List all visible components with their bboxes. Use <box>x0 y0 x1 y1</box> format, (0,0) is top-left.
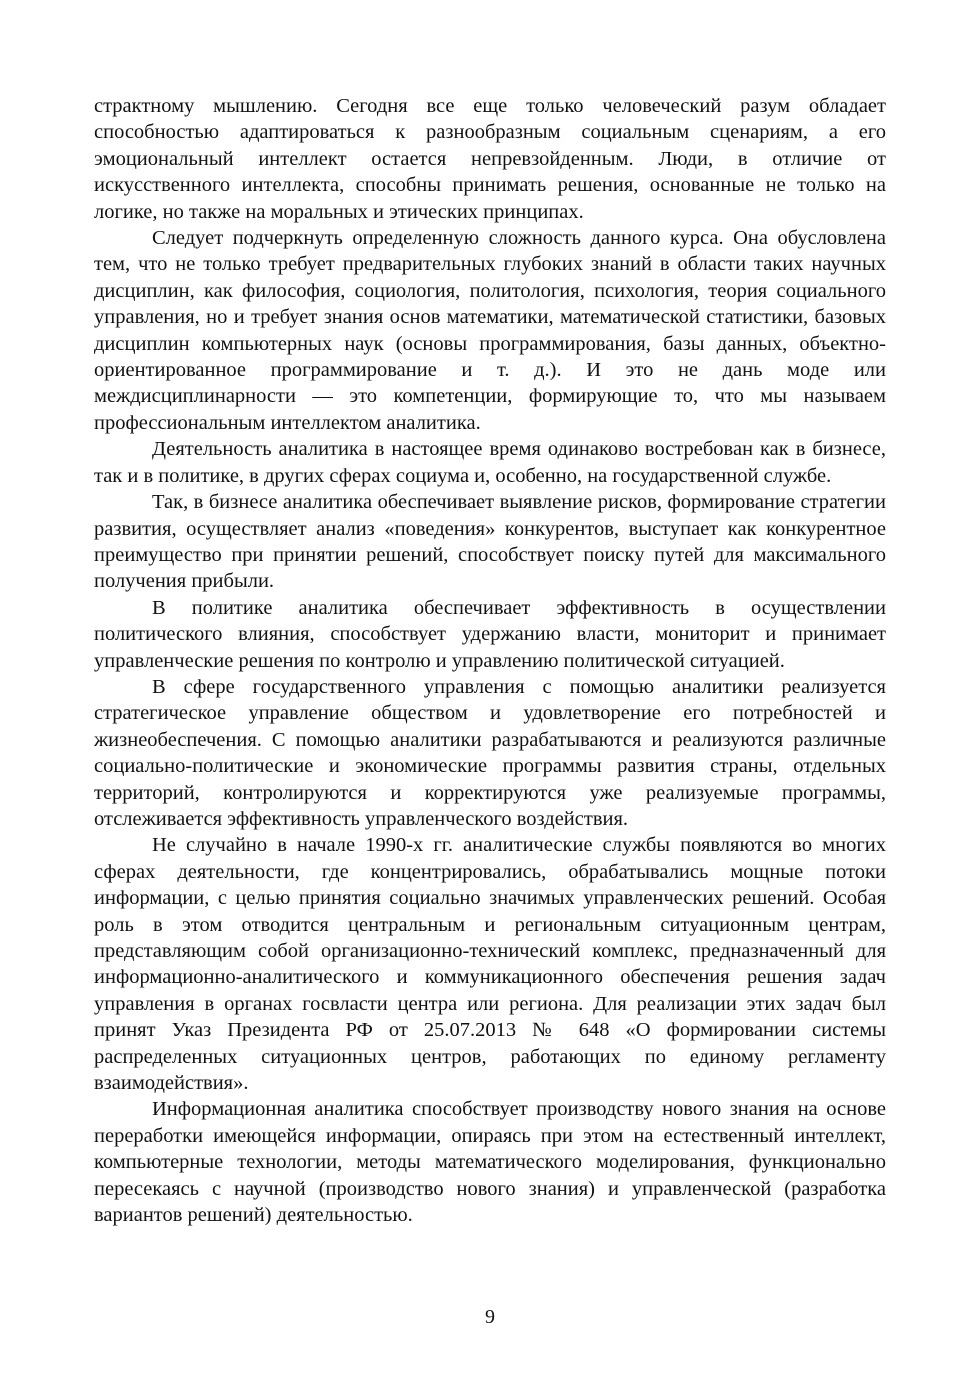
page-number: 9 <box>485 1306 495 1328</box>
paragraph-7: Не случайно в начале 1990-х гг. аналитические службы появляются во многих сферах деятельности, где концентрировались, обрабатывались мощные потоки информации, с целью принятия социально значимых управленческих решений. Особая роль в этом отводится центральным и региональным ситуационным центрам, представляющим собой организационно-технический комплекс, предназначенный для информационно-аналитического и коммуникационного обеспечения решения задач управления в органах госвласти центра или региона. Для реализации этих задач был принят Указ Президента РФ от 25.07.2013 № 648 «О формировании системы распределенных ситуационных центров, работающих по единому регламенту взаимодействия». <box>94 834 886 1095</box>
paragraph-1: страктному мышлению. Сегодня все еще только человеческий разум обладает способностью адаптироваться к разнообразным социальным сценариям, а его эмоциональный интеллект остается непревзойденным. Люди, в отличие от искусственного интеллекта, способны принимать решения, основанные не только на логике, но также на моральных и этических принципах. <box>94 95 886 223</box>
paragraph-2: Следует подчеркнуть определенную сложность данного курса. Она обусловлена тем, что не только требует предварительных глубоких знаний в области таких научных дисциплин, как философия, социология, политология, психология, теория социального управления, но и требует знания основ математики, математической статистики, базовых дисциплин компьютерных наук (основы программирования, базы данных, объектно-ориентированное программирование и т. д.). И это не дань моде или междисциплинарности — это компетенции, формирующие то, что мы называем профессиональным интеллектом аналитика. <box>94 227 886 434</box>
paragraph-6: В сфере государственного управления с помощью аналитики реализуется стратегическое управление обществом и удовлетворение его потребностей и жизнеобеспечения. С помощью аналитики разрабатываются и реализуются различные социально-политические и экономические программы развития страны, отдельных территорий, контролируются и корректируются уже реализуемые программы, отслеживается эффективность управленческого воздействия. <box>94 675 886 830</box>
document-body <box>94 93 886 1228</box>
paragraph-3: Деятельность аналитика в настоящее время одинаково востребован как в бизнесе, так и в политике, в других сферах социума и, особенно, на государственной службе. <box>94 438 886 487</box>
paragraph-8: Информационная аналитика способствует производству нового знания на основе переработки имеющейся информации, опираясь при этом на естественный интеллект, компьютерные технологии, методы математического моделирования, функционально пересекаясь с научной (производство нового знания) и управленческой (разработка вариантов решений) деятельностью. <box>94 1098 886 1227</box>
paragraph-5: В политике аналитика обеспечивает эффективность в осуществлении политического влияния, способствует удержанию власти, мониторит и принимает управленческие решения по контролю и управлению политической ситуацией. <box>94 596 886 672</box>
paragraph-4: Так, в бизнесе аналитика обеспечивает выявление рисков, формирование стратегии развития, осуществляет анализ «поведения» конкурентов, выступает как конкурентное преимущество при принятии решений, способствует поиску путей для максимального получения прибыли. <box>94 491 886 593</box>
